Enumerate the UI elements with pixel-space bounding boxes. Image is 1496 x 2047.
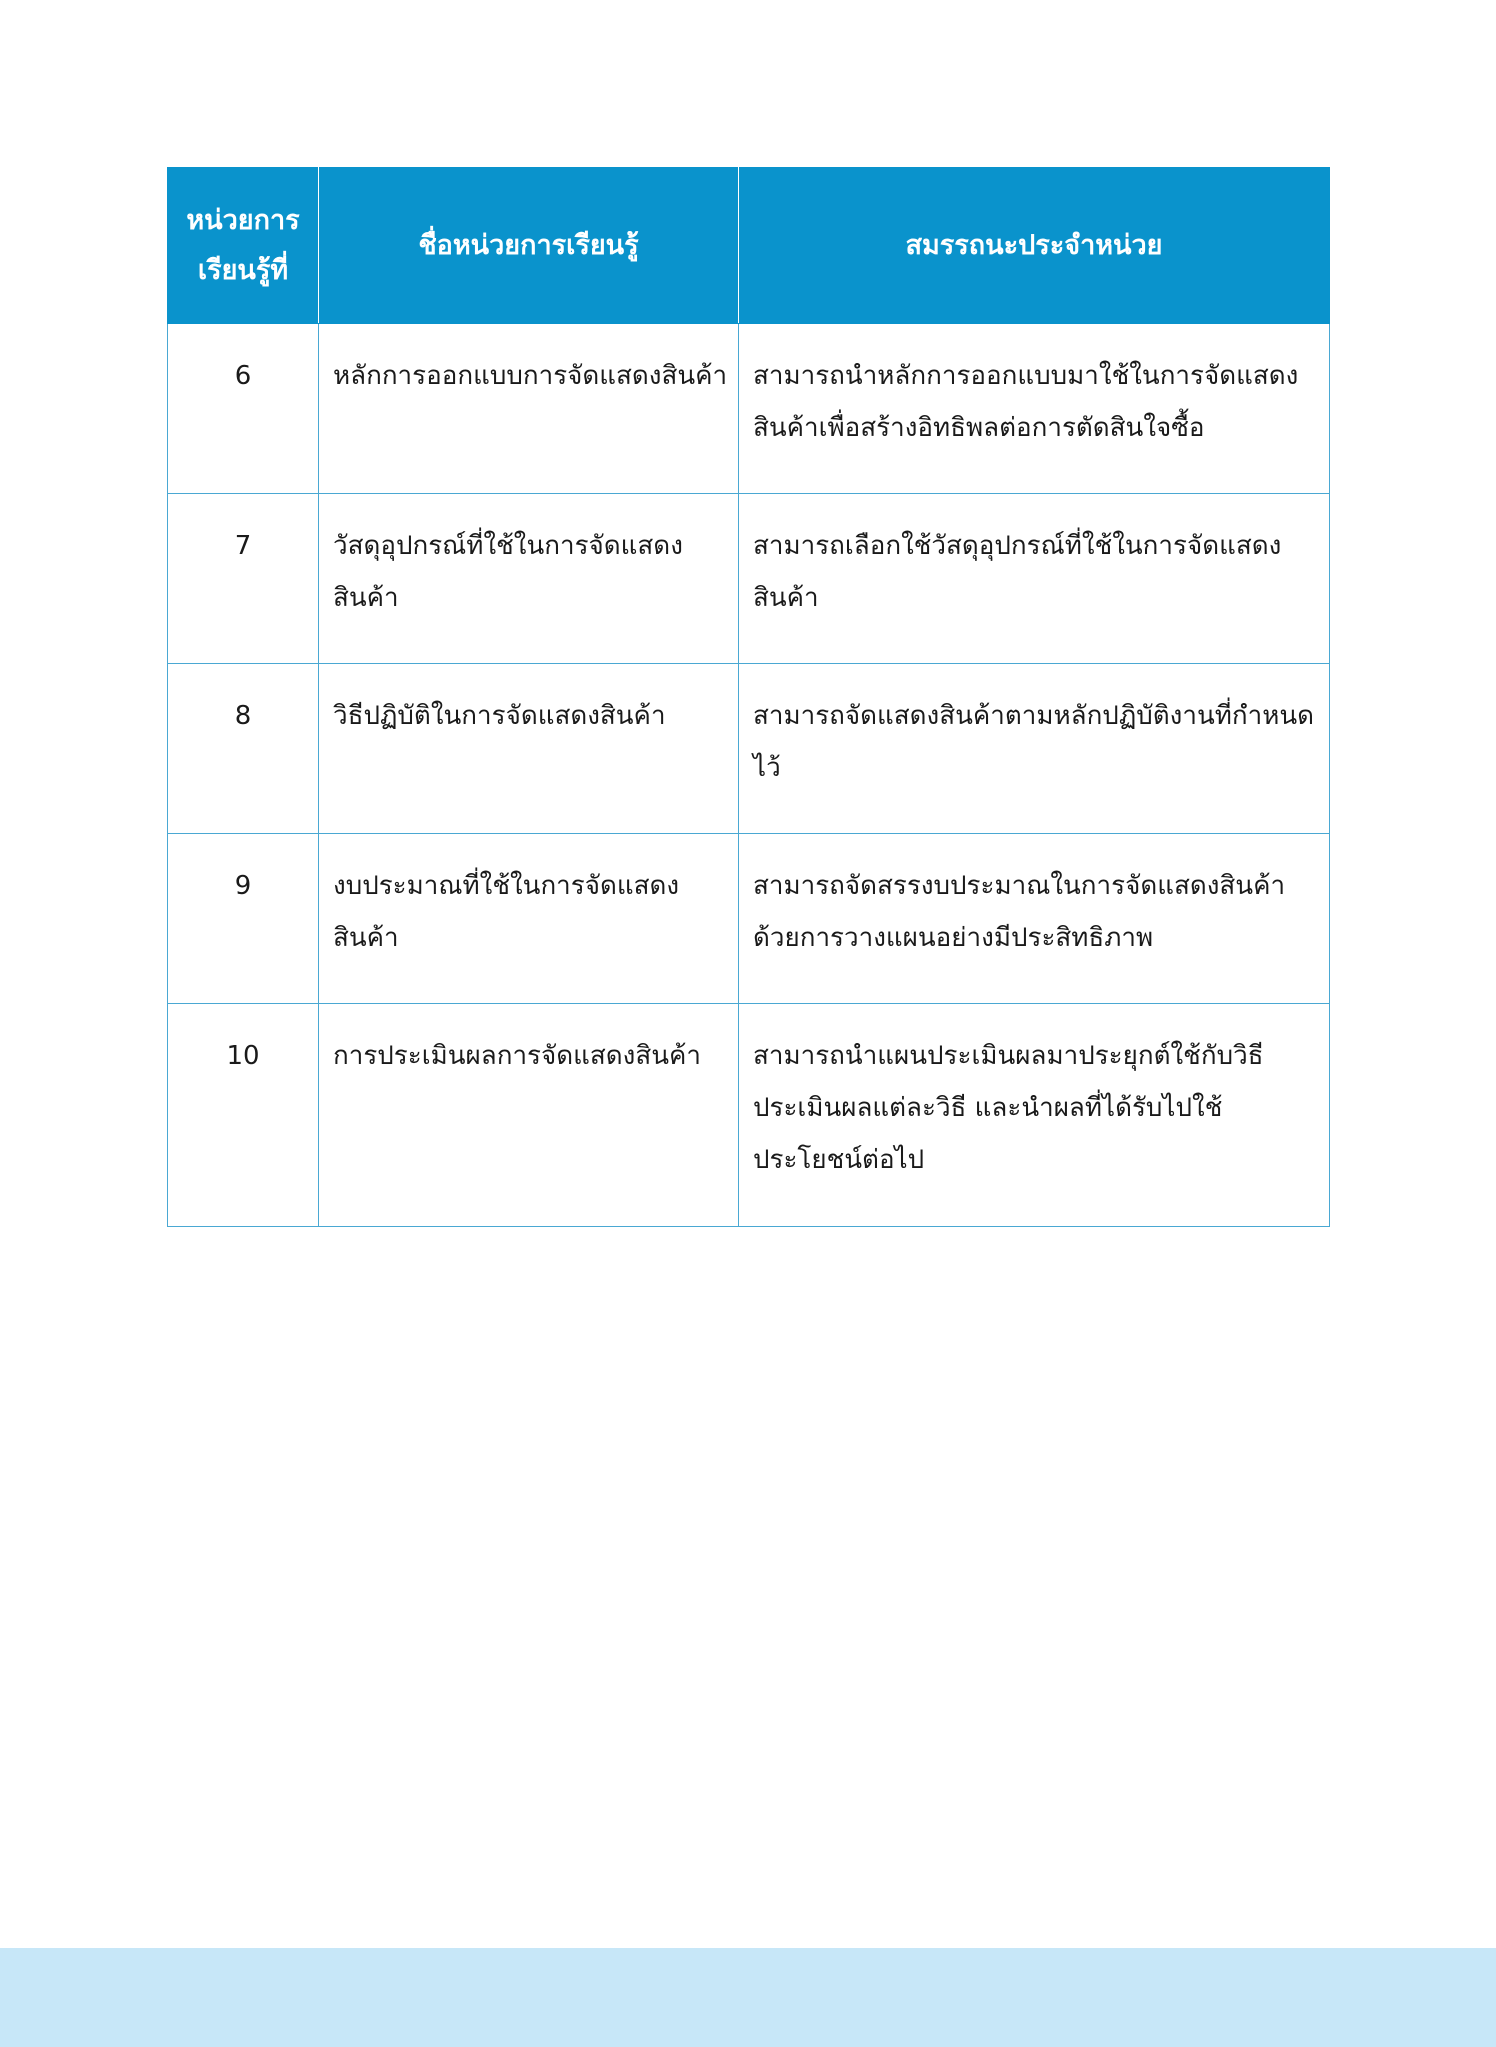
unit-name-cell: งบประมาณที่ใช้ในการจัดแสดงสินค้า (319, 834, 739, 1004)
header-unit-number (168, 168, 319, 324)
table-row (168, 324, 1330, 494)
header-unit-number-line2: เรียนรู้ที่ (197, 254, 289, 286)
unit-number-cell: 10 (168, 1004, 319, 1227)
table-row (168, 494, 1330, 664)
table-row (168, 1004, 1330, 1227)
unit-number-cell: 9 (168, 834, 319, 1004)
curriculum-table (167, 167, 1330, 1227)
competency-cell: สามารถจัดแสดงสินค้าตามหลักปฏิบัติงานที่กำหนดไว้ (739, 664, 1330, 834)
unit-number-cell: 7 (168, 494, 319, 664)
header-unit-number-line1: หน่วยการ (186, 204, 300, 236)
unit-name-cell: หลักการออกแบบการจัดแสดงสินค้า (319, 324, 739, 494)
unit-name-cell: การประเมินผลการจัดแสดงสินค้า (319, 1004, 739, 1227)
header-unit-name: ชื่อหน่วยการเรียนรู้ (319, 168, 739, 324)
header-competency: สมรรถนะประจำหน่วย (739, 168, 1330, 324)
competency-cell: สามารถจัดสรรงบประมาณในการจัดแสดงสินค้าด้วยการวางแผนอย่างมีประสิทธิภาพ (739, 834, 1330, 1004)
curriculum-table-container (167, 167, 1329, 1227)
competency-cell: สามารถนำหลักการออกแบบมาใช้ในการจัดแสดงสินค้าเพื่อสร้างอิทธิพลต่อการตัดสินใจซื้อ (739, 324, 1330, 494)
table-row (168, 834, 1330, 1004)
unit-number-cell: 8 (168, 664, 319, 834)
table-row (168, 664, 1330, 834)
table-header-row (168, 168, 1330, 324)
unit-name-cell: วัสดุอุปกรณ์ที่ใช้ในการจัดแสดงสินค้า (319, 494, 739, 664)
unit-name-cell: วิธีปฏิบัติในการจัดแสดงสินค้า (319, 664, 739, 834)
competency-cell: สามารถเลือกใช้วัสดุอุปกรณ์ที่ใช้ในการจัดแสดงสินค้า (739, 494, 1330, 664)
competency-cell: สามารถนำแผนประเมินผลมาประยุกต์ใช้กับวิธีประเมินผลแต่ละวิธี และนำผลที่ได้รับไปใช้ประโยชน์ต่อไป (739, 1004, 1330, 1227)
footer-band (0, 1948, 1496, 2047)
unit-number-cell: 6 (168, 324, 319, 494)
